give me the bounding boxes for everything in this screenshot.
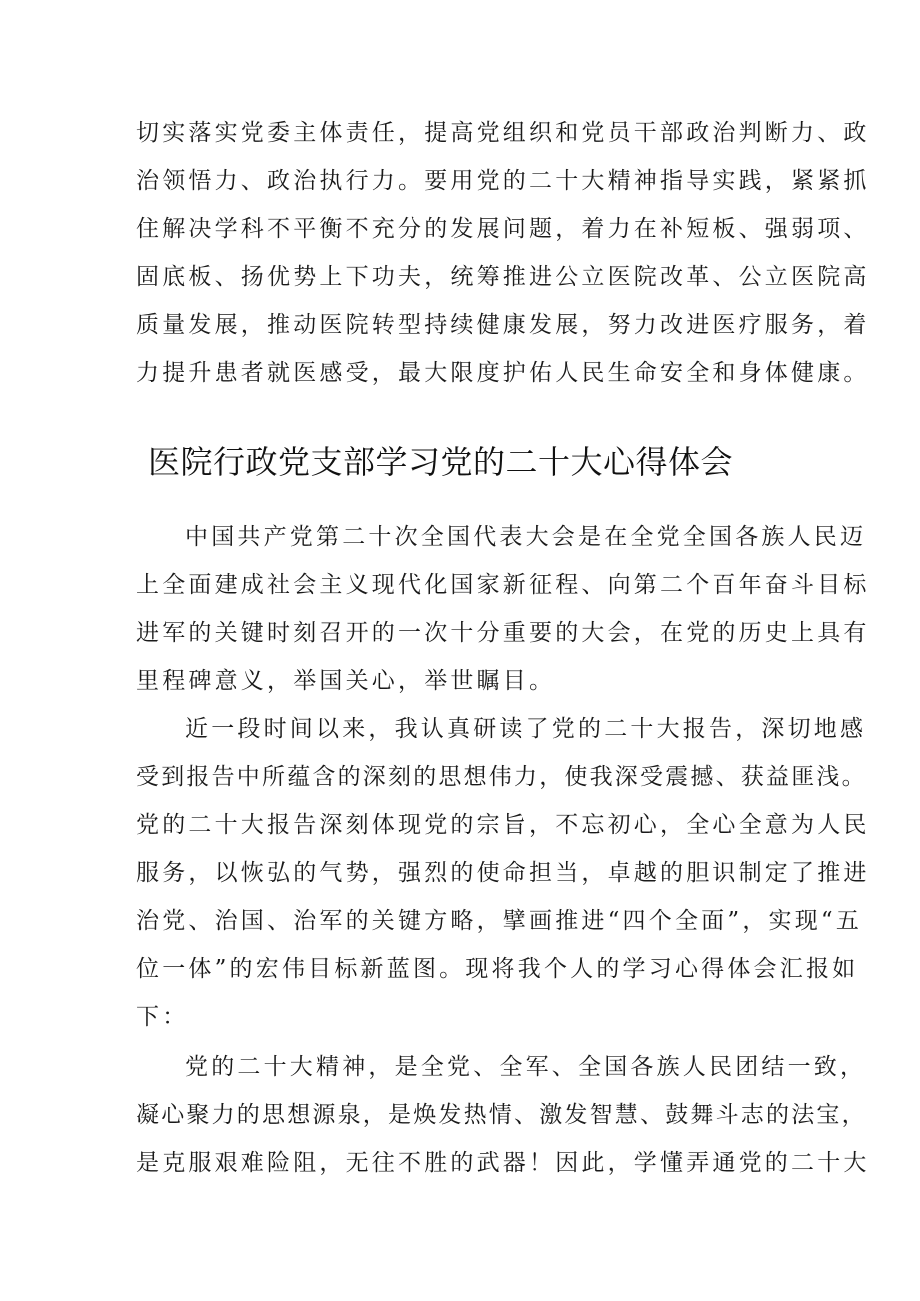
text-line: 治党、治国、治军的关键方略，擘画推进“四个全面”，实现“五 [136,908,863,934]
text-line: 党的二十大精神，是全党、全军、全国各族人民团结一致， [185,1054,867,1080]
text-line: 近一段时间以来，我认真研读了党的二十大报告，深切地感 [185,716,867,742]
text-line: 位一体”的宏伟目标新蓝图。现将我个人的学习心得体会汇报如 [136,956,859,982]
text-line: 凝心聚力的思想源泉，是焕发热情、激发智慧、鼓舞斗志的法宝， [136,1102,867,1128]
text-line: 上全面建成社会主义现代化国家新征程、向第二个百年奋斗目标 [136,572,870,598]
text-line: 切实落实党委主体责任，提高党组织和党员干部政治判断力、政 [136,120,870,146]
text-line: 党的二十大报告深刻体现党的宗旨，不忘初心，全心全意为人民 [136,812,870,838]
text-line: 固底板、扬优势上下功夫，统筹推进公立医院改革、公立医院高 [136,264,870,290]
text-line: 下： [136,1004,189,1030]
text-line: 进军的关键时刻召开的一次十分重要的大会，在党的历史上具有 [136,620,870,646]
text-line: 治领悟力、政治执行力。要用党的二十大精神指导实践，紧紧抓 [136,168,870,194]
text-line: 质量发展，推动医院转型持续健康发展，努力改进医疗服务，着 [136,312,870,338]
text-line: 中国共产党第二十次全国代表大会是在全党全国各族人民迈 [185,524,867,550]
text-line: 服务，以恢弘的气势，强烈的使命担当，卓越的胆识制定了推进 [136,860,870,886]
text-line: 是克服艰难险阻，无往不胜的武器！因此，学懂弄通党的二十大 [136,1150,870,1176]
text-line: 里程碑意义，举国关心，举世瞩目。 [136,668,556,694]
text-line: 住解决学科不平衡不充分的发展问题，着力在补短板、强弱项、 [136,216,870,242]
article-title: 医院行政党支部学习党的二十大心得体会 [148,443,734,481]
text-line: 受到报告中所蕴含的深刻的思想伟力，使我深受震撼、获益匪浅。 [136,764,867,790]
text-line: 力提升患者就医感受，最大限度护佑人民生命安全和身体健康。 [136,360,870,386]
